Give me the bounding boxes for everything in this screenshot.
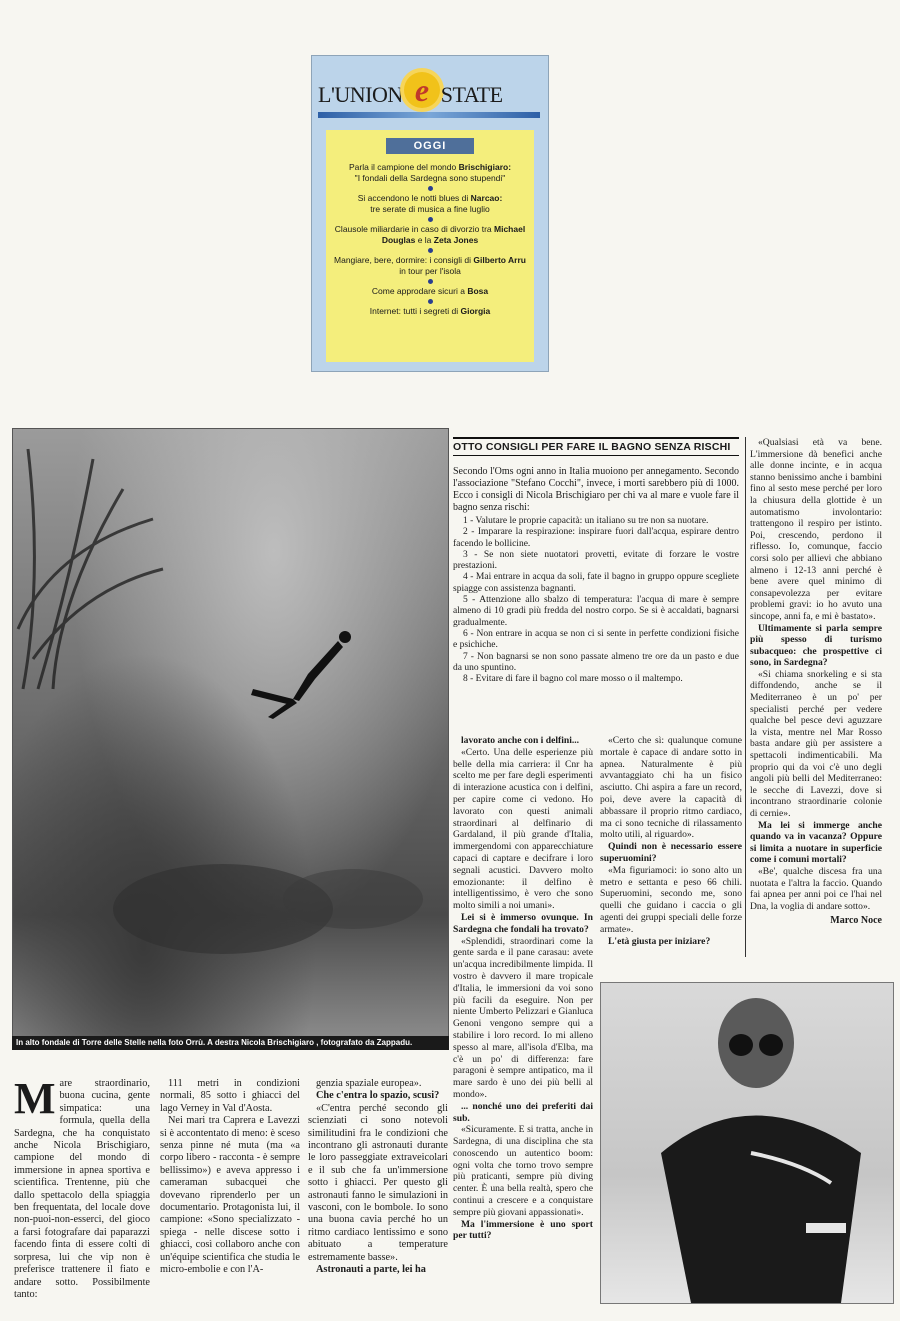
oggi-list [330, 162, 530, 319]
tip-item: 1 - Valutare le proprie capacità: un italiano su tre non sa nuotare. [463, 516, 709, 526]
oggi-item[interactable]: Si accendono le notti blues di Narcao: tre serate di musica a fine luglio [357, 193, 503, 214]
bullet-icon [428, 217, 433, 222]
sun-logo-icon: e [404, 72, 440, 108]
bullet-icon [428, 299, 433, 304]
oggi-panel [326, 130, 534, 362]
tip-item: 4 - Mai entrare in acqua da soli, fate il bagno in gruppo oppure scegliete spiagge con assistenza bagnanti. [453, 572, 739, 594]
tips-title: OTTO CONSIGLI PER FARE IL BAGNO SENZA RISCHI [453, 437, 739, 456]
column-divider [745, 437, 746, 957]
interview-question: lavorato anche con i delfini... [461, 735, 580, 746]
photo-caption: In alto fondale di Torre delle Stelle nella foto Orrù. A destra Nicola Brischigiaro , fotografato da Zappadu. [12, 1036, 449, 1050]
oggi-label: OGGI [386, 138, 474, 154]
paragraph: 111 metri in condizioni normali, 85 sotto i ghiacci del lago Verney in Val d'Aosta. [160, 1078, 300, 1114]
paragraph: «Certo. Una delle esperienze più belle della mia carriera: il Cnr ha scelto me per fare degli esperimenti di interazione acustica con i delfini, per capire come ci vedono. Ho lavorato con questi animali straordinari al delfinario di Gardaland, il più grande d'Italia, immergendomi con apparecchiature capaci di captare e decifrare i loro segnali acustici. Davvero molto emozionante: il delfino è intelligentissimo, è vero che sono molto simili a noi umani». [453, 746, 593, 912]
interview-question: ... nonché uno dei preferiti dai sub. [453, 1100, 593, 1124]
tip-item: 7 - Non bagnarsi se non sono passate almeno tre ore da un pasto e due da uno spuntino. [453, 651, 739, 673]
wave-decoration [318, 112, 540, 118]
oggi-item[interactable]: Mangiare, bere, dormire: i consigli di Gilberto Arru in tour per l'isola [334, 255, 526, 276]
tip-item: 3 - Se non siete nuotatori provetti, evitate di forzare le vostre prestazioni. [453, 549, 739, 572]
tip-item: 8 - Evitare di fare il bagno col mare mosso o il maltempo. [463, 674, 683, 685]
tips-list [453, 516, 739, 685]
author-signature: Marco Noce [830, 915, 882, 927]
drop-cap: M [14, 1074, 56, 1123]
oggi-item[interactable]: Come approdare sicuri a Bosa [371, 286, 489, 296]
paragraph: «C'entra perché secondo gli scienziati ci sono notevoli similitudini fra le condizioni che incontrano gli astronauti durante le loro passeggiate extraveicolari e il sub che fa un'immersione sotto i ghiacci. Per questo gli astronauti fanno le simulazioni in vasconi, con le bombole. Io sono una buona cavia perché ho un ritmo cardiaco lentissimo e sono abituato a temperature estremamente basse». [308, 1102, 448, 1263]
interview-question: Ma l'immersione è uno sport per tutti? [453, 1218, 593, 1242]
masthead [318, 68, 540, 108]
paragraph: «Be', qualche discesa fra una nuotata e l'altra la faccio. Quando fai apnea per anni poi ce l'hai nel Dna, la voglia di andare sotto». [750, 865, 882, 912]
article-column-1 [14, 1074, 150, 1303]
oggi-item[interactable]: Internet: tutti i segreti di Giorgia [369, 306, 491, 316]
paragraph: «Sicuramente. E si tratta, anche in Sardegna, di una disciplina che sta conoscendo un autentico boom: ogni volta che torno trovo sempre più praticanti, sempre più diving center. È una bella realtà, spero che continui a crescere e a conquistare sempre più giovani appassionati». [453, 1124, 593, 1218]
brischigiaro-photo [600, 982, 894, 1304]
paragraph: «Si chiama snorkeling e si sta diffondendo, anche se il Mediterraneo è un po' per specialisti perché per vedere qualche bel pesce devi aguzzare la vista, mentre nel Mar Rosso basta andare giù per assistere a spettacoli indimenticabili. Ma proprio qui da voi c'è uno degli angoli più belli del Mediterraneo: le secche di Lavezzi, dove si incontrano straordinarie colonie di cernie». [750, 668, 882, 819]
tips-lead: Secondo l'Oms ogni anno in Italia muoiono per annegamento. Secondo l'associazione "Stefano Cocchi", invece, i morti sarebbero più di 1000. Ecco i consigli di Nicola Brischigiaro per chi va al mare e vuole fare il bagno senza rischi: [453, 466, 739, 513]
summary-box [311, 55, 549, 372]
underwater-photo [12, 428, 449, 1038]
paragraph: «Certo che sì: qualunque comune mortale è capace di andare sotto in apnea. Naturalmente è più avvantaggiato chi ha un fisico asciutto. Chi aspira a fare un record, poi, deve avere la capacità di abbassare il proprio ritmo cardiaco, ma ci sono tecniche di rilassamento molto utili, al riguardo». [600, 735, 742, 841]
bullet-icon [428, 248, 433, 253]
article-column-3 [308, 1078, 448, 1303]
interview-question: Ma lei si immerge anche quando va in vacanza? Oppure si limita a nuotare in superficie come i comuni mortali? [750, 819, 882, 866]
oggi-item[interactable]: Parla il campione del mondo Brischigiaro: "I fondali della Sardegna sono stupendi" [348, 162, 512, 183]
article-column-right [750, 437, 882, 957]
interview-question: Quindi non è necessario essere superuomini? [600, 841, 742, 864]
paragraph: Nei mari tra Caprera e Lavezzi si è accontentato di meno: è sceso senza pinne né muta (ma «a corpo libero - racconta - è sempre bellissimo») e aveva appresso i cameraman subacquei che dovevano riprenderlo per un documentario. Protagonista lui, il campione: «Sono specializzato - spiega - nelle discese sotto i ghiacci, così collaboro anche con un'équipe scientifica che studia le micro-embolie e con l'A- [160, 1115, 300, 1276]
paragraph: «Qualsiasi età va bene. L'immersione dà benefici anche alle donne incinte, e in acqua stanno benissimo anche i bambini fino al sesto mese perché per loro la chiusura della glottide è un automatismo involontario: trattengono il respiro per istinto. Poi, crescendo, perdono il riflesso. Io, comunque, faccio corsi solo per allievi che abbiano almeno i 12-13 anni perché è bene avere quel minimo di consapevolezza per evitare problemi gravi: io ho avuto una sincope, anni fa, e mi è bastato». [750, 437, 882, 622]
tip-item: 2 - Imparare la respirazione: inspirare fuori dall'acqua, espirare dentro facendo le bollicine. [453, 527, 739, 549]
article-column-mid2 [600, 735, 742, 975]
tips-box [453, 437, 739, 717]
bullet-icon [428, 186, 433, 191]
interview-question: Lei si è immerso ovunque. In Sardegna che fondali ha trovato? [453, 911, 593, 935]
masthead-right: STATE [440, 82, 503, 107]
interview-question: L'età giusta per iniziare? [608, 935, 711, 947]
tip-item: 5 - Attenzione allo sbalzo di temperatura: l'acqua di mare è sempre almeno di 10 gradi più fredda del nostro corpo. Se si è accaldati, bagnarsi gradualmente. [453, 595, 739, 628]
paragraph: Mare straordinario, buona cucina, gente simpatica: una formula, quella della Sardegna, che ha conquistato anche Nicola Brischigiaro, campione del mondo di immersione in apnea sportiva e scientifica. Trentenne, più che dallo spettacolo della spiaggia ben frequentata, del locale dove non-puoi-non-esserci, del gioco a farsi fotografare dai paparazzi facendo finta di essere colti di sorpresa, lui che vip non è preferisce trattenere il fiato e andare sotto. Possibilmente tanto: [14, 1074, 150, 1300]
paragraph: genzia spaziale europea». [316, 1078, 422, 1089]
diver-icon [233, 629, 363, 719]
interview-question: Astronauti a parte, lei ha [316, 1264, 426, 1276]
oggi-item[interactable]: Clausole miliardarie in caso di divorzio tra Michael Douglas e la Zeta Jones [334, 224, 526, 245]
seaweed-icon [13, 429, 448, 1037]
interview-question: Che c'entra lo spazio, scusi? [316, 1090, 440, 1102]
paragraph: «Splendidi, straordinari come la gente sarda e il pane carasau: avete un'acqua incredibilmente limpida. Il vostro è davvero il mare tropicale d'Italia, le immersioni da voi sono più facili da eseguire. Non per niente Umberto Pelizzari e Gianluca Genoni vengono sempre qui a stabilire i loro record. Io mi alleno spesso al mare, all'isola d'Elba, ma c'è un po' di differenza: fare paragoni è sempre antipatico, ma il mare sardo è uno dei più belli al mondo». [453, 935, 593, 1100]
article-column-mid1 [453, 735, 593, 1290]
masthead-left: L'UNION [318, 82, 403, 107]
paragraph: «Ma figuriamoci: io sono alto un metro e settanta e peso 66 chili. Superuomini, secondo me, sono quelli che guidano i caccia o gli agenti dei gruppi speciali delle forze armate». [600, 864, 742, 935]
bullet-icon [428, 279, 433, 284]
tip-item: 6 - Non entrare in acqua se non ci si sente in perfette condizioni fisiche e psichiche. [453, 628, 739, 651]
article-column-2 [160, 1078, 300, 1303]
diver-portrait-icon [601, 983, 893, 1303]
interview-question: Ultimamente si parla sempre più spesso di turismo subacqueo: che prospettive ci sono, in Sardegna? [750, 622, 882, 669]
